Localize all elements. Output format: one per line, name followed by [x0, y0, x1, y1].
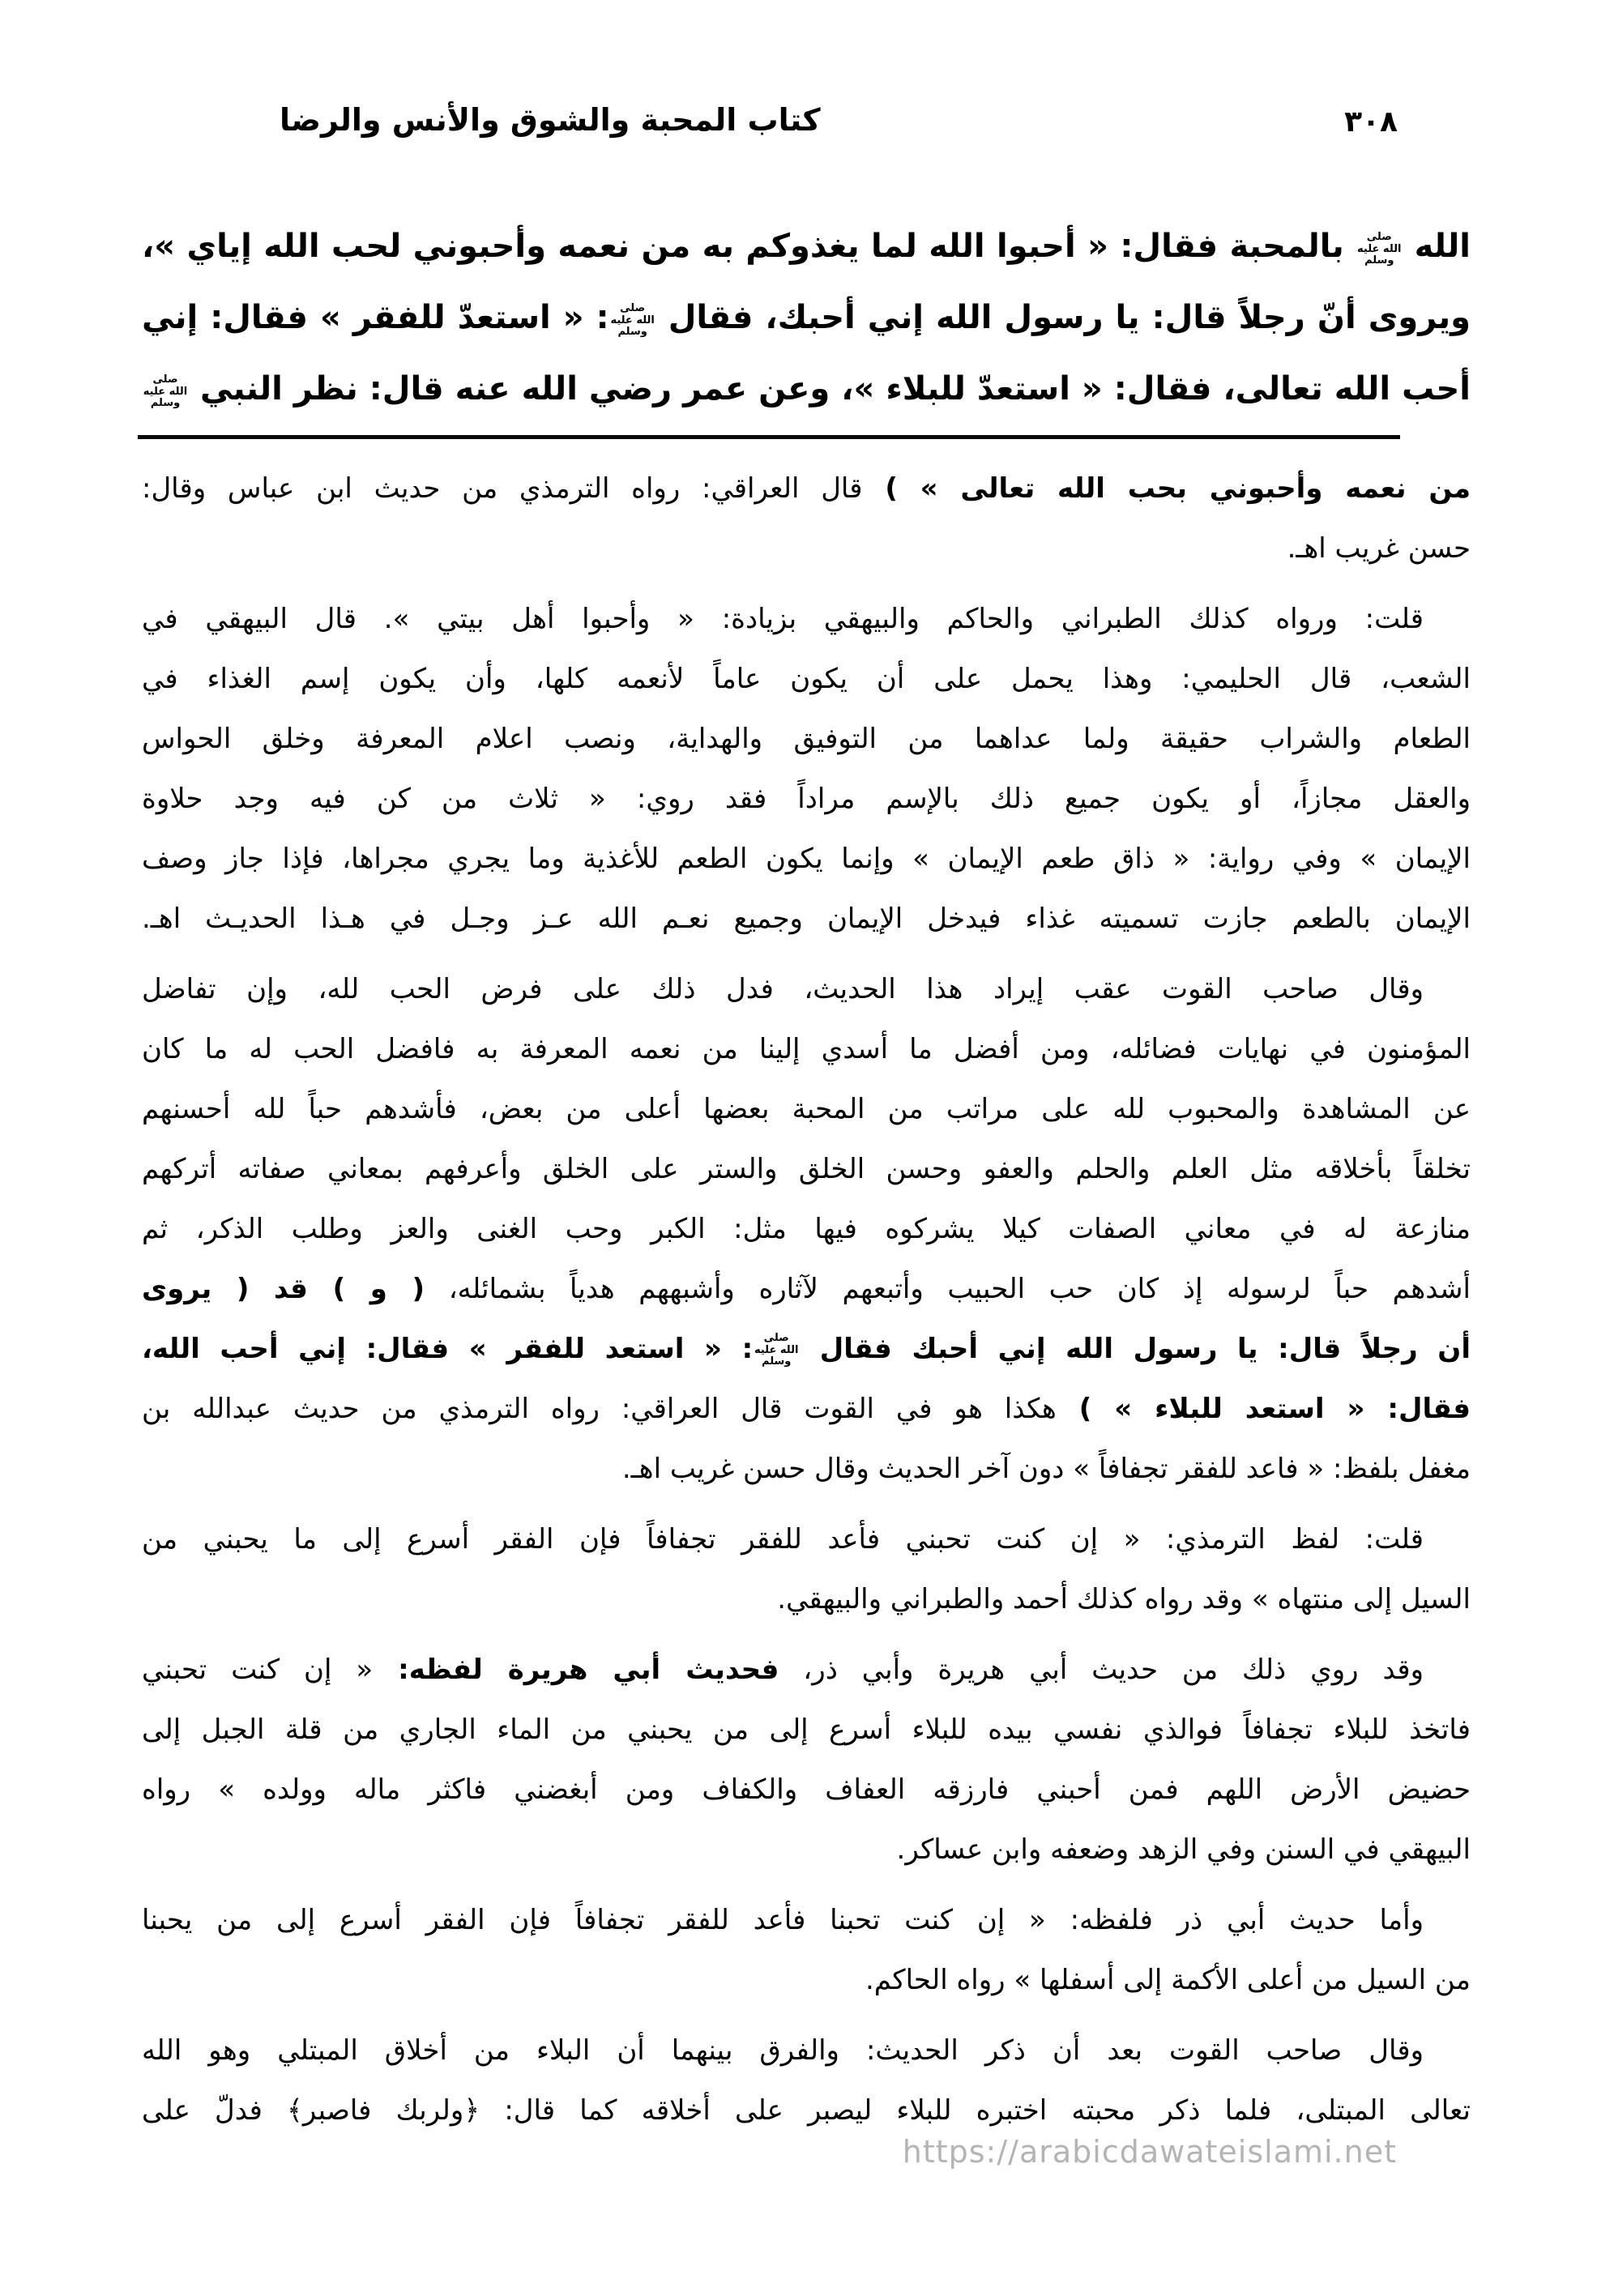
main-line-2-text: : « استعدّ للفقر » فقال: إني — [142, 299, 609, 336]
footnote-line-16-text: هكذا هو في القوت قال العراقي: رواه الترمذي من حديث عبدالله بن — [142, 1393, 1057, 1425]
footnote-separator-rule — [138, 435, 1400, 439]
footnote-line-21: فاتخذ للبلاء تجفافاً فوالذي نفسي بيده للبلاء أسرع إلى من يحبني من الماء الجاري من قلة الجبل إلى — [142, 1713, 1471, 1746]
salawat-ligature: صلى الله عليه وسلم — [610, 302, 655, 338]
main-line-3 — [142, 353, 1471, 425]
footnote-line-23: البيهقي في السنن وفي الزهد وضعفه وابن عساكر. — [896, 1833, 1471, 1866]
footnote-line-14 — [142, 1259, 1471, 1319]
footnote-line-11: عن المشاهدة والمحبوب لله على مراتب من المحبة بعضها أعلى من بعض، فأشدهم حباً لله أحسنهم — [142, 1093, 1471, 1125]
commentary-block — [142, 459, 1471, 2140]
footnote-line-25: من السيل من أعلى الأكمة إلى أسفلها » رواه الحاكم. — [865, 1964, 1471, 1996]
footnote-line-13: منازعة له في معاني الصفات كيلا يشركوه فيها مثل: الكبر وحب الغنى والعز وطلب الذكر، ثم — [142, 1213, 1471, 1245]
main-line-1-text: بالمحبة فقال: « أحبوا الله لما يغذوكم به من نعمه وأحبوني لحب الله إياي »، — [142, 228, 1356, 265]
site-watermark: https://arabicdawateislami.net — [902, 2134, 1397, 2170]
footnote-line-20-text: وقد روي ذلك من حديث أبي هريرة وأبي ذر، — [779, 1654, 1424, 1686]
footnote-line-27: تعالى المبتلى، فلما ذكر محبته اختبره للبلاء ليصبر على أخلاقه كما قال: ﴿ولربك فاصبر﴾ فدلّ على — [142, 2094, 1471, 2127]
salawat-ligature: صلى الله عليه وسلم — [1357, 231, 1402, 267]
footnote-line-5: الطعام والشراب حقيقة ولما عداهما من التوفيق والهداية، ونصب اعلام المعرفة وخلق الحواس — [142, 723, 1471, 755]
footnote-line-16 — [142, 1379, 1471, 1439]
salawat-ligature: صلى الله عليه وسلم — [754, 1332, 799, 1368]
footnote-line-24: وأما حديث أبي ذر فلفظه: « إن كنت تحبنا فأعد للفقر تجفافاً فإن الفقر أسرع إلى من يحبنا — [142, 1904, 1424, 1936]
footnote-line-15 — [142, 1319, 1471, 1379]
hadith-bold-text: فقال: « استعد للبلاء » ) — [1056, 1393, 1471, 1425]
footnote-line-22: حضيض الأرض اللهم فمن أحبني فارزقه العفاف والكفاف ومن أبغضني فاكثر ماله وولده » رواه — [142, 1773, 1471, 1806]
hadith-bold-text: : « استعد للفقر » فقال: إني أحب الله، — [142, 1333, 754, 1365]
main-line-1 — [142, 211, 1471, 282]
footnote-line-8: الإيمان بالطعم جازت تسميته غذاء فيدخل الإيمان وجميع نعـم الله عـز وجـل في هـذا الحديـث اهـ. — [142, 903, 1471, 935]
salawat-ligature: صلى الله عليه وسلم — [143, 373, 188, 409]
footnote-line-19: السيل إلى منتهاه » وقد رواه كذلك أحمد والطبراني والبيهقي. — [777, 1583, 1471, 1615]
hadith-bold-text: من نعمه وأحبوني بحب الله تعالى » ) — [862, 472, 1471, 505]
footnote-line-6: والعقل مجازاً، أو يكون جميع ذلك بالإسم مراداً فقد روي: « ثلاث من كن فيه وجد حلاوة — [142, 783, 1471, 815]
main-line-1-text: الله — [1403, 228, 1471, 265]
footnote-line-17: مغفل بلفظ: « فاعد للفقر تجفافاً » دون آخر الحديث وقال حسن غريب اهـ. — [621, 1453, 1471, 1485]
hadith-bold-text: ( و ) قد ( يروى — [142, 1273, 425, 1305]
main-line-3-text: أحب الله تعالى، فقال: « استعدّ للبلاء »، وعن عمر رضي الله عنه قال: نظر النبي — [189, 370, 1471, 408]
hadith-bold-text: فحديث أبي هريرة لفظه: — [373, 1654, 779, 1686]
footnote-line-2: حسن غريب اهـ. — [1287, 532, 1471, 565]
footnote-line-26: وقال صاحب القوت بعد أن ذكر الحديث: والفرق بينهما أن البلاء من أخلاق المبتلي وهو الله — [142, 2034, 1424, 2067]
footnote-line-3: قلت: ورواه كذلك الطبراني والحاكم والبيهقي بزيادة: « وأحبوا أهل بيتي ». قال البيهقي في — [142, 603, 1424, 635]
footnote-line-14-text: أشدهم حباً لرسوله إذ كان حب الحبيب وأتبعهم لآثاره وأشبههم هدياً بشمائله، — [425, 1273, 1471, 1305]
footnote-line-12: تخلقاً بأخلاقه مثل العلم والحلم والعفو وحسن الخلق والستر على الخلق وأعرفهم بمعاني صفاته أتركهم — [142, 1153, 1471, 1185]
footnote-line-20 — [142, 1640, 1471, 1700]
footnote-line-9: وقال صاحب القوت عقب إيراد هذا الحديث، فدل ذلك على فرض الحب لله، وإن تفاضل — [142, 973, 1424, 1005]
footnote-line-7: الإيمان » وفي رواية: « ذاق طعم الإيمان » وإنما يكون الطعم للأغذية وما يجري مجراها، فإذا جاز وصف — [142, 843, 1471, 875]
footnote-line-1-text: قال العراقي: رواه الترمذي من حديث ابن عباس وقال: — [142, 472, 863, 505]
hadith-bold-text: أن رجلاً قال: يا رسول الله إني أحبك فقال — [800, 1333, 1471, 1365]
chapter-title: كتاب المحبة والشوق والأنس والرضا — [280, 102, 821, 138]
footnote-line-20-text: « إن كنت تحبني — [142, 1654, 374, 1686]
main-line-2 — [142, 282, 1471, 353]
footnote-line-10: المؤمنون في نهايات فضائله، ومن أفضل ما أسدي إلينا من نعمه المعرفة به فافضل الحب له ما كان — [142, 1033, 1471, 1065]
main-text-block — [142, 211, 1471, 425]
footnote-line-4: الشعب، قال الحليمي: وهذا يحمل على أن يكون عاماً لأنعمه كلها، وأن يكون إسم الغذاء في — [142, 663, 1471, 695]
footnote-line-1 — [142, 459, 1471, 519]
page-number: ٣٠٨ — [1344, 105, 1398, 139]
main-line-2-text: ويروى أنّ رجلاً قال: يا رسول الله إني أحبك، فقال — [655, 299, 1471, 336]
footnote-line-18: قلت: لفظ الترمذي: « إن كنت تحبني فأعد للفقر تجفافاً فإن الفقر أسرع إلى ما يحبني من — [142, 1523, 1424, 1556]
